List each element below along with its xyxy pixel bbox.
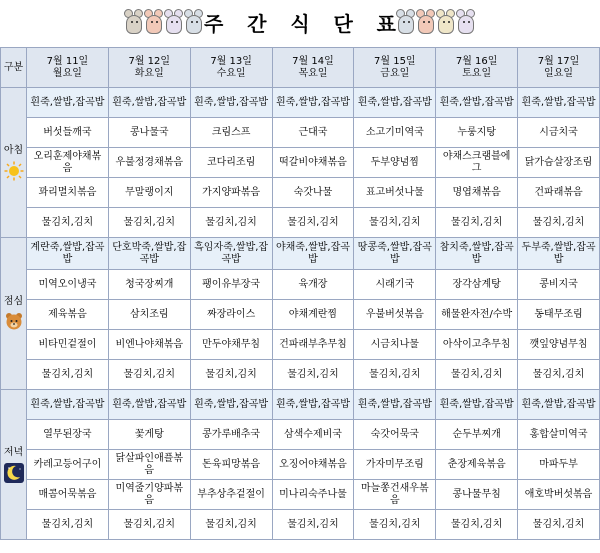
title-char: 표 (376, 11, 396, 36)
day-date: 7월 14일 (292, 55, 334, 67)
moon-icon (1, 463, 26, 483)
table-row (1, 208, 600, 238)
menu-item: 단호박죽,쌀밥,잡곡밥 (108, 238, 190, 270)
title-char: 주 (204, 11, 224, 36)
menu-item: 시금치나물 (354, 330, 436, 360)
mice-decoration-right (396, 9, 476, 35)
menu-item: 춘장제육볶음 (436, 450, 518, 480)
menu-item: 순두부찌개 (436, 420, 518, 450)
table-row (1, 450, 600, 480)
menu-item: 물김치,김치 (27, 360, 109, 390)
menu-item: 흰죽,쌀밥,잡곡밥 (190, 390, 272, 420)
day-weekday: 목요일 (298, 67, 328, 79)
menu-item: 건파래볶음 (518, 178, 600, 208)
table-row (1, 360, 600, 390)
menu-item: 물김치,김치 (354, 510, 436, 540)
menu-item: 마파두부 (518, 450, 600, 480)
menu-item: 제육볶음 (27, 300, 109, 330)
table-row (1, 88, 600, 118)
mouse-icon (144, 9, 164, 35)
menu-item: 가지양파볶음 (190, 178, 272, 208)
menu-item: 물김치,김치 (108, 510, 190, 540)
menu-item: 흰죽,쌀밥,잡곡밥 (190, 88, 272, 118)
meal-label: 아침 (3, 144, 24, 156)
menu-item: 물김치,김치 (190, 360, 272, 390)
title-bar (0, 0, 600, 44)
day-header (27, 48, 109, 88)
mice-decoration-left (124, 9, 204, 35)
menu-item: 흰죽,쌀밥,잡곡밥 (436, 390, 518, 420)
menu-item: 근대국 (272, 118, 354, 148)
menu-item: 꽃게탕 (108, 420, 190, 450)
menu-item: 꽈리멸치볶음 (27, 178, 109, 208)
page-title (204, 6, 396, 38)
menu-item: 깻잎양념무침 (518, 330, 600, 360)
menu-item: 미역오이냉국 (27, 270, 109, 300)
menu-item: 물김치,김치 (518, 510, 600, 540)
sun-icon (1, 161, 26, 181)
menu-item: 물김치,김치 (354, 208, 436, 238)
mouse-icon (396, 9, 416, 35)
mouse-icon (164, 9, 184, 35)
table-row (1, 420, 600, 450)
day-header (272, 48, 354, 88)
table-row (1, 300, 600, 330)
menu-item: 물김치,김치 (108, 208, 190, 238)
menu-item: 흰죽,쌀밥,잡곡밥 (354, 390, 436, 420)
menu-item: 열무된장국 (27, 420, 109, 450)
menu-item: 버섯들깨국 (27, 118, 109, 148)
menu-body (1, 88, 600, 540)
menu-item: 무말랭이지 (108, 178, 190, 208)
menu-item: 콩비지국 (518, 270, 600, 300)
table-row (1, 178, 600, 208)
table-row (1, 510, 600, 540)
table-row (1, 238, 600, 270)
day-weekday: 금요일 (380, 67, 410, 79)
menu-item: 매콤어묵볶음 (27, 480, 109, 510)
menu-item: 야채스크램블에그 (436, 148, 518, 178)
day-weekday: 월요일 (52, 67, 82, 79)
mouse-icon (436, 9, 456, 35)
menu-item: 시래기국 (354, 270, 436, 300)
menu-item: 닭살파인애플볶음 (108, 450, 190, 480)
menu-item: 참치죽,쌀밥,잡곡밥 (436, 238, 518, 270)
menu-item: 콩나물국 (108, 118, 190, 148)
day-date: 7월 16일 (455, 55, 498, 67)
menu-item: 소고기미역국 (354, 118, 436, 148)
table-row (1, 270, 600, 300)
day-header (190, 48, 272, 88)
menu-item: 장각삼계탕 (436, 270, 518, 300)
menu-item: 흰죽,쌀밥,잡곡밥 (518, 390, 600, 420)
header-row (1, 48, 600, 88)
menu-item: 두부양념찜 (354, 148, 436, 178)
menu-item: 땅콩죽,쌀밥,잡곡밥 (354, 238, 436, 270)
menu-item: 흑임자죽,쌀밥,잡곡밥 (190, 238, 272, 270)
menu-item: 흰죽,쌀밥,잡곡밥 (518, 88, 600, 118)
day-date: 7월 12일 (128, 55, 171, 67)
day-header (354, 48, 436, 88)
menu-item: 물김치,김치 (272, 208, 354, 238)
menu-item: 물김치,김치 (436, 360, 518, 390)
menu-item: 흰죽,쌀밥,잡곡밥 (354, 88, 436, 118)
table-row (1, 480, 600, 510)
menu-item: 명엽채볶음 (436, 178, 518, 208)
menu-item: 물김치,김치 (190, 208, 272, 238)
menu-item: 우불버섯볶음 (354, 300, 436, 330)
menu-item: 흰죽,쌀밥,잡곡밥 (27, 88, 109, 118)
menu-item: 두부죽,쌀밥,잡곡밥 (518, 238, 600, 270)
menu-item: 물김치,김치 (272, 360, 354, 390)
meal-label: 저녁 (3, 446, 24, 458)
menu-item: 물김치,김치 (354, 360, 436, 390)
menu-item: 누룽지탕 (436, 118, 518, 148)
day-date: 7월 11일 (46, 55, 89, 67)
menu-item: 건파래부추무침 (272, 330, 354, 360)
day-date: 7월 17일 (537, 55, 580, 67)
menu-item: 비엔나야채볶음 (108, 330, 190, 360)
menu-item: 삼치조림 (108, 300, 190, 330)
meal-label: 점심 (3, 295, 24, 307)
table-row (1, 390, 600, 420)
day-header (436, 48, 518, 88)
menu-item: 물김치,김치 (436, 208, 518, 238)
meal-label-cell (1, 88, 27, 238)
menu-item: 카레고등어구이 (27, 450, 109, 480)
menu-item: 흰죽,쌀밥,잡곡밥 (272, 88, 354, 118)
day-weekday: 일요일 (544, 67, 574, 79)
day-weekday: 수요일 (216, 67, 246, 79)
menu-item: 콩가루배추국 (190, 420, 272, 450)
menu-item: 물김치,김치 (108, 360, 190, 390)
menu-item: 물김치,김치 (27, 510, 109, 540)
day-weekday: 화요일 (134, 67, 164, 79)
menu-item: 홍합살미역국 (518, 420, 600, 450)
menu-item: 물김치,김치 (518, 360, 600, 390)
menu-item: 아삭이고추무침 (436, 330, 518, 360)
meal-label-cell (1, 238, 27, 390)
menu-item: 돈육피망볶음 (190, 450, 272, 480)
menu-item: 우불정경채볶음 (108, 148, 190, 178)
day-header (518, 48, 600, 88)
menu-item: 닭가슴살장조림 (518, 148, 600, 178)
menu-item: 물김치,김치 (27, 208, 109, 238)
menu-item: 계란죽,쌀밥,잡곡밥 (27, 238, 109, 270)
menu-item: 청국장찌개 (108, 270, 190, 300)
menu-item: 오리훈제야채볶음 (27, 148, 109, 178)
menu-item: 흰죽,쌀밥,잡곡밥 (108, 390, 190, 420)
meal-label-cell (1, 390, 27, 540)
title-char: 단 (333, 11, 353, 36)
menu-item: 흰죽,쌀밥,잡곡밥 (108, 88, 190, 118)
menu-item: 시금치국 (518, 118, 600, 148)
day-header (108, 48, 190, 88)
menu-item: 해물완자전/수박 (436, 300, 518, 330)
menu-item: 떡갈비야채볶음 (272, 148, 354, 178)
mouse-icon (184, 9, 204, 35)
menu-item: 물김치,김치 (518, 208, 600, 238)
table-row (1, 330, 600, 360)
menu-item: 육개장 (272, 270, 354, 300)
menu-item: 콩나물무침 (436, 480, 518, 510)
menu-item: 팽이유부장국 (190, 270, 272, 300)
menu-item: 표고버섯나물 (354, 178, 436, 208)
menu-item: 삼색수제비국 (272, 420, 354, 450)
menu-item: 가자미무조림 (354, 450, 436, 480)
day-date: 7월 15일 (374, 55, 416, 67)
menu-item: 흰죽,쌀밥,잡곡밥 (272, 390, 354, 420)
menu-item: 비타민겉절이 (27, 330, 109, 360)
mouse-icon (416, 9, 436, 35)
corner-label: 구분 (1, 48, 27, 88)
menu-item: 오징어야채볶음 (272, 450, 354, 480)
menu-item: 애호박버섯볶음 (518, 480, 600, 510)
mouse-icon (456, 9, 476, 35)
menu-item: 마늘쫑건새우볶음 (354, 480, 436, 510)
menu-item: 물김치,김치 (272, 510, 354, 540)
mouse-icon (124, 9, 144, 35)
menu-item: 미나리숙주나물 (272, 480, 354, 510)
menu-item: 동태무조림 (518, 300, 600, 330)
menu-item: 숙갓나물 (272, 178, 354, 208)
title-char: 간 (247, 11, 267, 36)
menu-item: 야채계란찜 (272, 300, 354, 330)
menu-item: 만두야채무침 (190, 330, 272, 360)
menu-item: 물김치,김치 (436, 510, 518, 540)
weekly-menu-table (0, 47, 600, 540)
table-row (1, 148, 600, 178)
menu-item: 흰죽,쌀밥,잡곡밥 (436, 88, 518, 118)
menu-item: 흰죽,쌀밥,잡곡밥 (27, 390, 109, 420)
bear-icon (1, 312, 26, 332)
menu-item: 코다리조림 (190, 148, 272, 178)
menu-item: 물김치,김치 (190, 510, 272, 540)
menu-item: 짜장라이스 (190, 300, 272, 330)
menu-item: 야채죽,쌀밥,잡곡밥 (272, 238, 354, 270)
menu-item: 숙갓어묵국 (354, 420, 436, 450)
menu-item: 부추상추겉절이 (190, 480, 272, 510)
day-weekday: 토요일 (462, 67, 492, 79)
title-char: 식 (290, 11, 310, 36)
table-row (1, 118, 600, 148)
day-date: 7월 13일 (210, 55, 252, 67)
menu-item: 미역줄기양파볶음 (108, 480, 190, 510)
menu-item: 크림스프 (190, 118, 272, 148)
